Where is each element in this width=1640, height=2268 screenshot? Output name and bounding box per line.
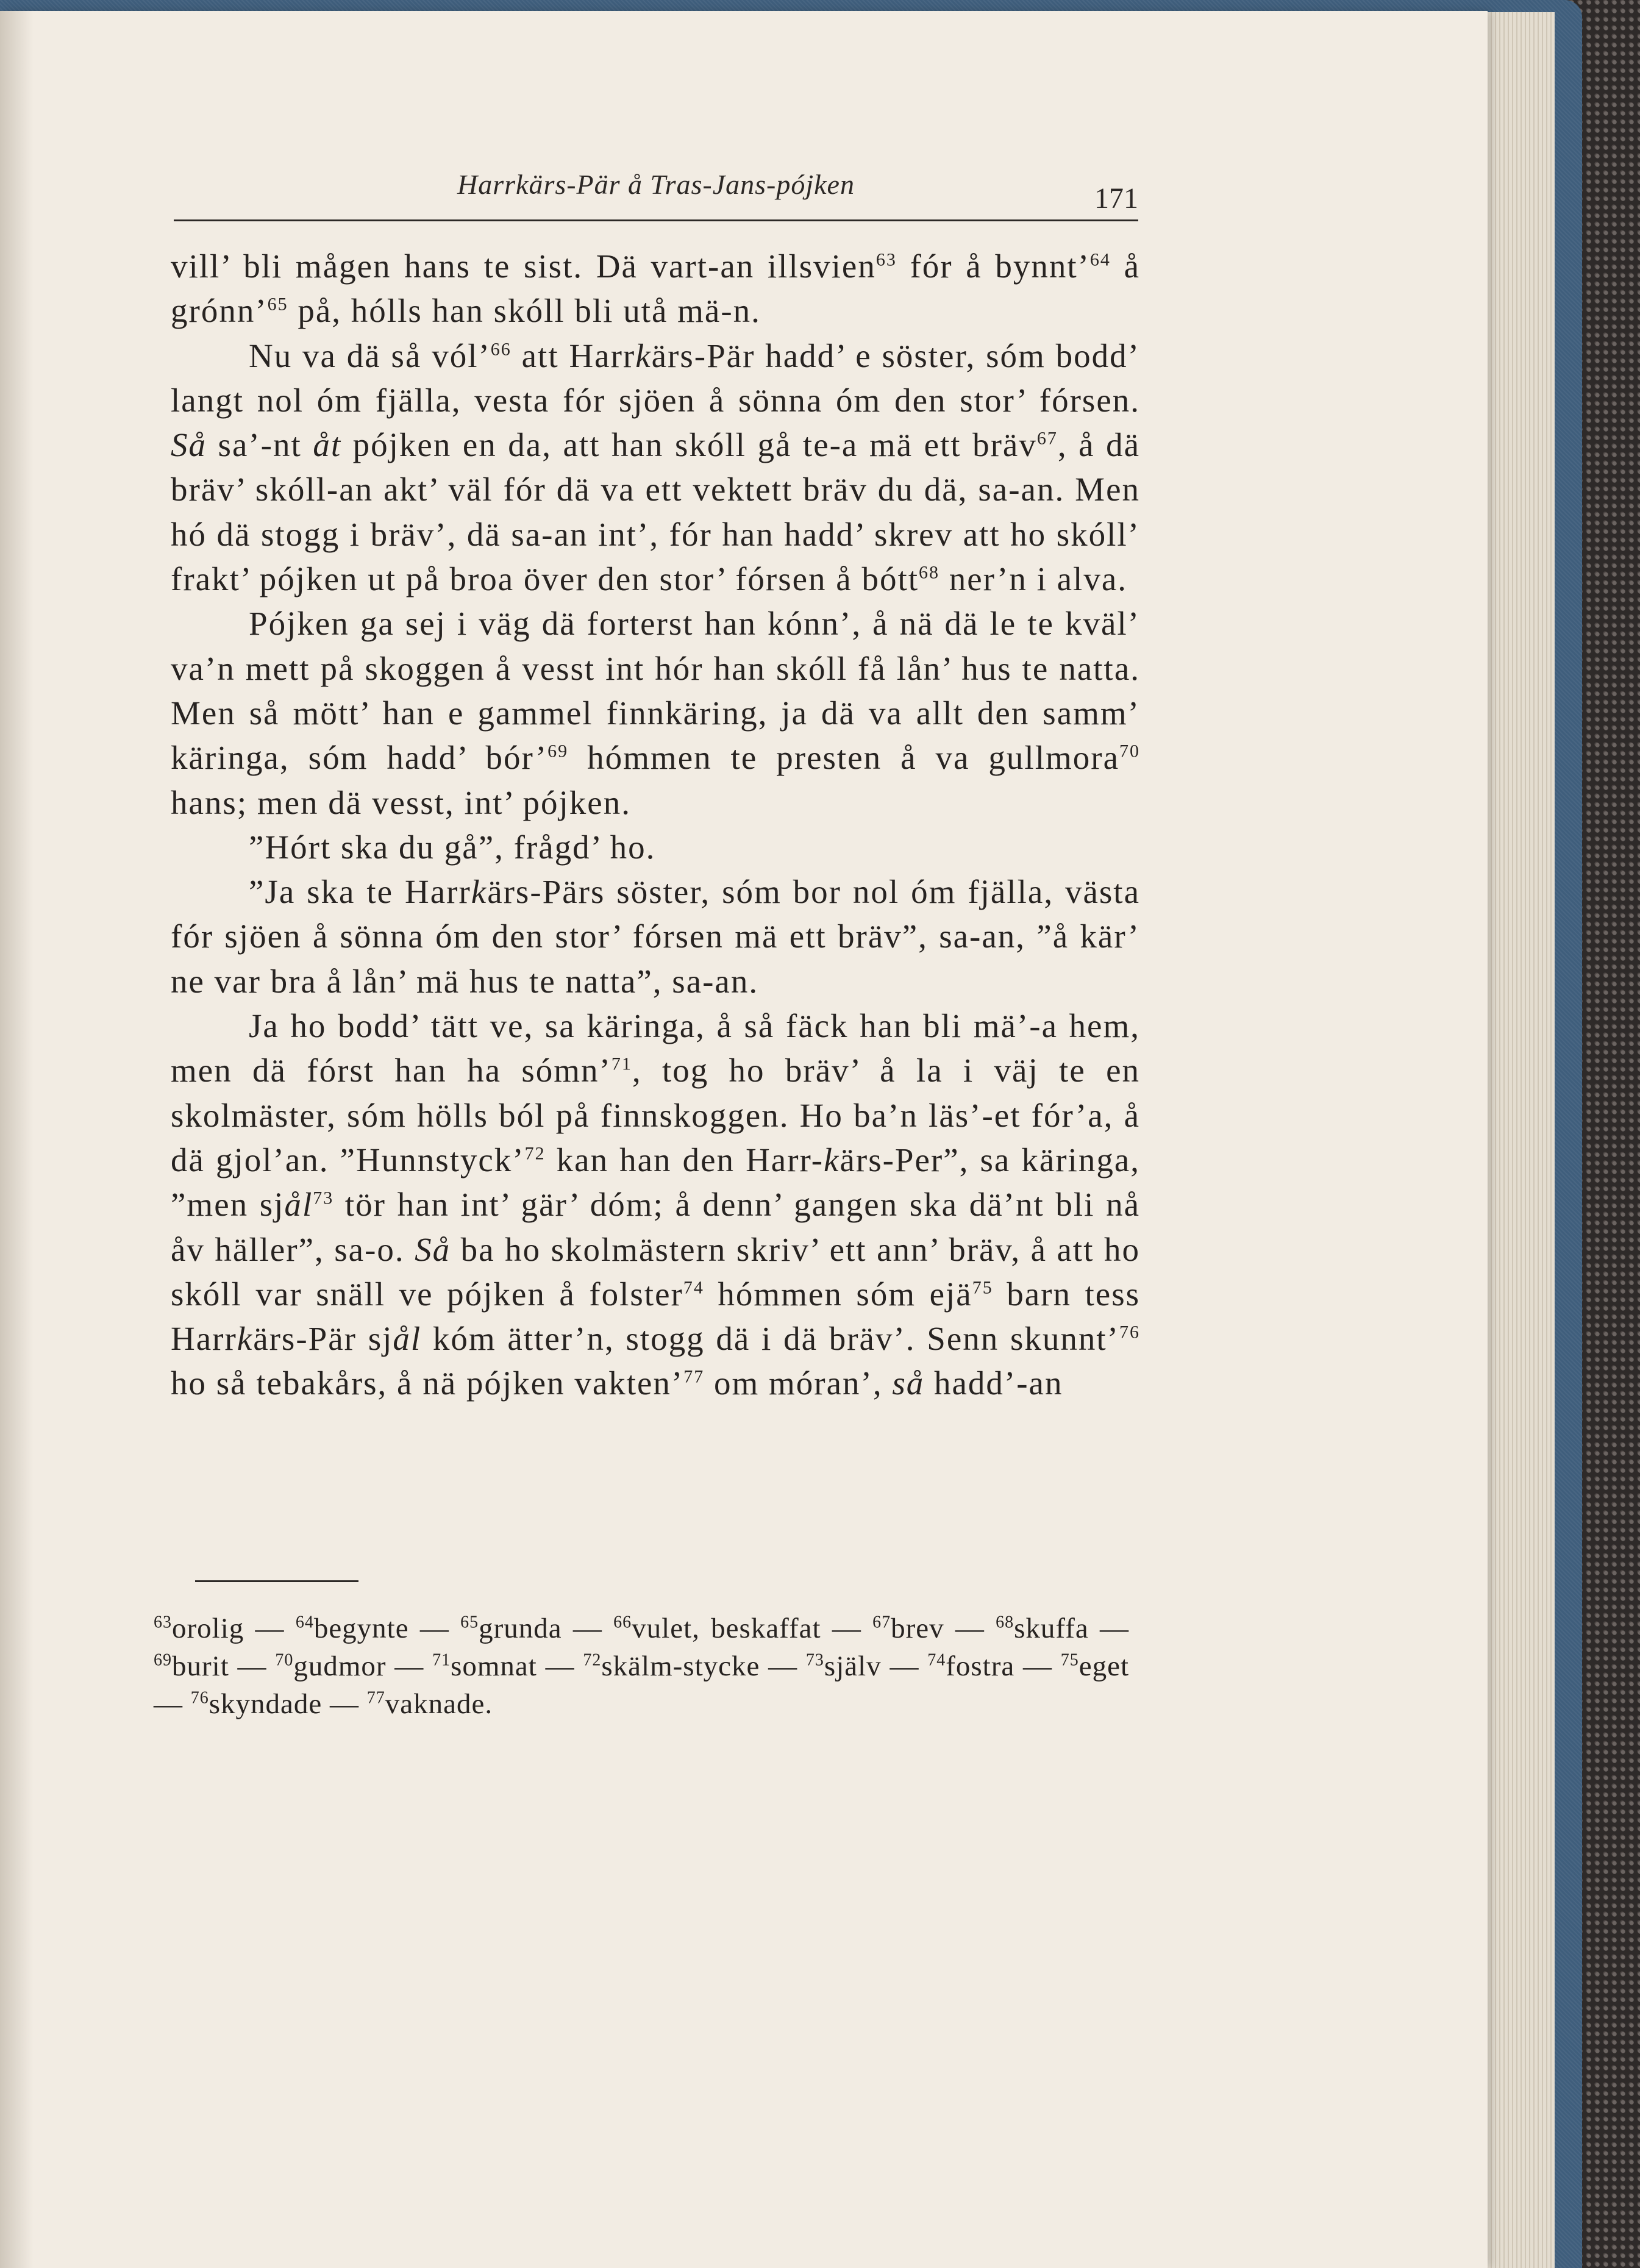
page-header [174, 163, 1138, 221]
footnote-number: 72 [583, 1650, 602, 1670]
footnote-dash: — [545, 1650, 575, 1682]
footnote-gloss: begynte [313, 1613, 409, 1644]
text-run: hans; men dä vesst, int’ pójken. [171, 783, 631, 821]
footnote-ref: 70 [1119, 741, 1140, 761]
text-run: kóm ätter’n, stogg dä i dä bräv’. Senn skunnt’ [421, 1320, 1119, 1358]
paragraph [171, 244, 1140, 333]
footnote-ref: 67 [1036, 428, 1058, 449]
text-run: ärs-Pärs söster, sóm bor nol óm fjälla, västa fór sjöen å sönna óm den stor’ fórsen mä ett bräv”, sa-an, ”å kär’ ne var bra å lån’ mä hus te natta”, sa-an. [171, 873, 1140, 1000]
footnote-number: 66 [613, 1613, 632, 1632]
body-text [171, 244, 1140, 1406]
footnote-number: 67 [872, 1613, 891, 1632]
text-run: , tog ho bräv’ å la i väj te en skolmäster, sóm hölls ból på finnskoggen. Ho ba’n läs’-et fór’a, å dä gjol’an. ”Hunnstyck’ [171, 1052, 1140, 1179]
footnote-gloss: skuffa [1014, 1613, 1089, 1644]
footnote-ref: 66 [490, 339, 512, 360]
footnote-dash: — [154, 1688, 183, 1720]
paragraph [171, 825, 1140, 869]
text-run: på, hólls han skóll bli utå mä-n. [288, 292, 761, 330]
footnote-ref: 75 [972, 1277, 993, 1298]
footnote-ref: 69 [547, 741, 569, 761]
footnote-number: 74 [927, 1650, 946, 1670]
footnote-gloss: fostra [946, 1650, 1015, 1682]
text-run: ärs-Per”, sa käringa, ”men sj [171, 1141, 1140, 1224]
text-run: ho så tebakårs, å nä pójken vakten’ [171, 1364, 684, 1402]
text-run: ner’n i alva. [939, 560, 1127, 598]
footnote-gloss: gudmor [293, 1650, 387, 1682]
footnote-number: 76 [190, 1688, 209, 1708]
footnote-number: 75 [1060, 1650, 1079, 1670]
running-title: Harrkärs-Pär å Tras-Jans-pójken [457, 169, 855, 200]
footnote-dash: — [394, 1650, 424, 1682]
footnote-gloss: skälm-stycke [601, 1650, 760, 1682]
footnote-number: 71 [432, 1650, 451, 1670]
footnote-ref: 68 [919, 562, 940, 583]
italic-text: ål [393, 1320, 422, 1358]
footnote-gloss: eget [1078, 1650, 1130, 1682]
text-run: Ja ho bodd’ tätt ve, sa käringa, å så fäck han bli mä’-a hem, men dä fórst han ha sómn’ [171, 1007, 1140, 1089]
footnote-divider [195, 1580, 358, 1582]
text-run: ba ho skolmästern skriv’ ett ann’ bräv, å att ho skóll var snäll ve pójken å folster [171, 1230, 1140, 1313]
text-run: hómmen te presten å va gullmora [568, 739, 1119, 777]
footnote-ref: 73 [313, 1188, 334, 1208]
text-run: ”Hórt ska du gå”, frågd’ ho. [249, 828, 656, 866]
footnote-ref: 74 [683, 1277, 704, 1298]
footnote-number: 63 [154, 1613, 172, 1632]
footnote-ref: 77 [683, 1367, 705, 1388]
text-run: , å dä bräv’ skóll-an akt’ väl fór dä va ett vektett bräv du dä, sa-an. Men hó dä stogg i bräv’, dä sa-an int’, fór han hadd’ skrev att ho skóll’ frakt’ pójken ut på broa över den stor’ fórsen å bótt [171, 426, 1141, 598]
paragraph [171, 1004, 1140, 1406]
italic-text: k [824, 1141, 840, 1179]
text-run: hómmen sóm ejä [704, 1275, 972, 1313]
text-run: sa’-nt [207, 426, 313, 464]
footnote-gloss: vaknade. [385, 1688, 493, 1720]
paragraph [171, 869, 1140, 1004]
footnote-dash: — [572, 1613, 602, 1644]
footnote-number: 70 [275, 1650, 294, 1670]
footnote-gloss: grunda [479, 1613, 562, 1644]
text-run: hadd’-an [924, 1364, 1063, 1402]
text-run: tör han int’ gär’ dóm; å denn’ gangen ska dä’nt bli nå åv häller”, sa-o. [171, 1186, 1140, 1268]
footnote-gloss: somnat [451, 1650, 537, 1682]
footnote-gloss: vulet, beskaffat [632, 1613, 821, 1644]
footnote-dash: — [330, 1688, 360, 1720]
footnote-ref: 65 [267, 294, 288, 315]
footnote-dash: — [1100, 1613, 1130, 1644]
footnote-gloss: själv [824, 1650, 882, 1682]
text-run: ”Ja ska te Harr [249, 873, 471, 911]
text-run: att Harr [511, 337, 636, 374]
page-fold-shadow [0, 11, 34, 2268]
text-run: pójken en da, att han skóll gå te-a mä ett bräv [341, 426, 1037, 464]
footnote-gloss: orolig [172, 1613, 244, 1644]
paragraph [171, 601, 1140, 824]
footnote-ref: 64 [1089, 249, 1111, 270]
footnote-number: 65 [460, 1613, 479, 1632]
text-run: om móran’, [704, 1364, 893, 1402]
paragraph [171, 333, 1140, 602]
footnote-number: 69 [154, 1650, 172, 1670]
italic-text: ål [284, 1186, 313, 1224]
footnote-ref: 76 [1119, 1322, 1140, 1343]
text-run: Nu va dä så vól’ [249, 337, 491, 374]
footnote-number: 64 [295, 1613, 314, 1632]
footnote-dash: — [768, 1650, 798, 1682]
italic-text: Så [171, 426, 207, 464]
footnote-gloss: skyndade [209, 1688, 323, 1720]
footnote-dash: — [832, 1613, 861, 1644]
text-run: kan han den Harr- [545, 1141, 824, 1179]
footnote-ref: 72 [524, 1143, 546, 1164]
footnote-gloss: brev [891, 1613, 944, 1644]
footnote-number: 68 [996, 1613, 1014, 1632]
footnote-number: 77 [366, 1688, 385, 1708]
footnote-list [154, 1610, 1129, 1723]
italic-text: Så [415, 1230, 451, 1268]
text-run: vill’ bli mågen hans te sist. Dä vart-an illsvien [171, 248, 876, 285]
footnote-ref: 71 [611, 1054, 632, 1075]
footnote-dash: — [1023, 1650, 1052, 1682]
footnote-gloss: burit [172, 1650, 229, 1682]
italic-text: så [892, 1364, 925, 1402]
footnote-ref: 63 [875, 249, 897, 270]
footnote-dash: — [419, 1613, 449, 1644]
text-run: Pójken ga sej i väg dä forterst han kónn’, å nä dä le te kväl’ va’n mett på skoggen å vesst int hór han skóll få lån’ hus te natta. Men så mött’ han e gammel finnkäring, ja dä va allt den samm’ käringa, sóm hadd’ bór’ [171, 605, 1140, 777]
text-run: fór å bynnt’ [896, 248, 1090, 285]
italic-text: k [635, 337, 652, 374]
footnote-dash: — [237, 1650, 267, 1682]
text-run: ärs-Pär hadd’ e söster, sóm bodd’ langt nol óm fjälla, vesta fór sjöen å sönna óm den stor’ fórsen. [171, 337, 1140, 419]
footnote-number: 73 [805, 1650, 824, 1670]
text-run: ärs-Pär sj [253, 1320, 393, 1358]
footnote-dash: — [890, 1650, 919, 1682]
italic-text: k [471, 873, 488, 911]
footnote-dash: — [255, 1613, 285, 1644]
page-number: 171 [1094, 182, 1138, 215]
footnotes [154, 1610, 1129, 1723]
text-run: å grónn’ [171, 248, 1140, 330]
footnote-dash: — [955, 1613, 985, 1644]
text-run: barn tess Harr [171, 1275, 1141, 1358]
italic-text: åt [313, 426, 342, 464]
italic-text: k [237, 1320, 254, 1358]
